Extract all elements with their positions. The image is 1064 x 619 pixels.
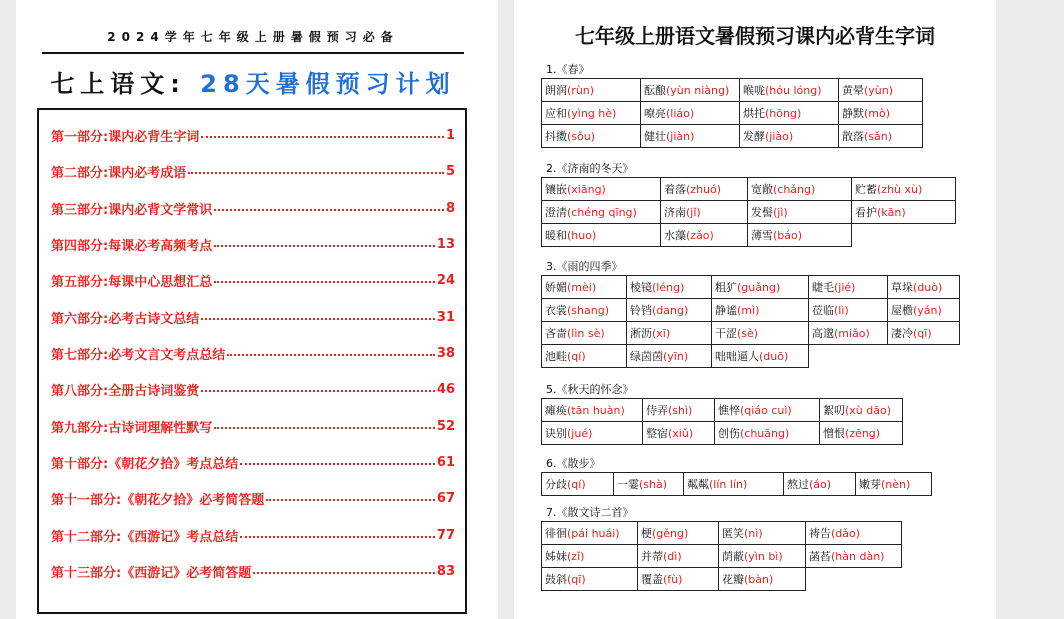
toc-page-number: 52 xyxy=(436,418,455,434)
toc-leader-dots xyxy=(201,136,444,138)
section-label: 7.《散文诗二首》 xyxy=(546,506,634,519)
toc-leader-dots xyxy=(214,427,435,429)
vocab-cell xyxy=(712,322,809,345)
vocab-word: 贮蓄 xyxy=(855,183,877,196)
vocab-pinyin: (shì) xyxy=(668,404,693,417)
vocab-table xyxy=(541,472,932,496)
vocab-word: 凄冷 xyxy=(891,327,913,340)
vocab-word: 睫毛 xyxy=(812,281,834,294)
toc-page-number: 8 xyxy=(445,200,455,216)
vocab-pinyin: (jué) xyxy=(567,427,593,440)
table-row xyxy=(542,178,956,201)
document-header: 2024学年七年级上册暑假预习必备 xyxy=(107,30,399,44)
vocab-pinyin: (jié) xyxy=(834,281,856,294)
vocab-pinyin: (guǎng) xyxy=(737,281,781,294)
vocab-cell xyxy=(719,522,806,545)
vocab-cell xyxy=(820,399,903,422)
vocab-pinyin: (yīn) xyxy=(663,350,689,363)
vocab-word: 池畦 xyxy=(545,350,567,363)
vocab-word: 姊妹 xyxy=(545,550,567,563)
vocab-pinyin: (shà) xyxy=(639,478,668,491)
vocab-word: 着落 xyxy=(664,183,686,196)
vocab-pinyin: (báo) xyxy=(773,229,803,242)
vocab-word: 憔悴 xyxy=(718,404,740,417)
vocab-pinyin: (zǎo) xyxy=(686,229,714,242)
vocab-word: 高邈 xyxy=(812,327,834,340)
page-title xyxy=(42,64,464,99)
vocab-cell xyxy=(809,299,888,322)
toc-entry[interactable] xyxy=(51,270,455,290)
vocab-pinyin: (gěng) xyxy=(652,527,689,540)
vocab-cell xyxy=(839,102,923,125)
vocab-cell xyxy=(684,473,784,496)
vocab-pinyin: (sǒu) xyxy=(567,130,596,143)
vocab-pinyin: (léng) xyxy=(652,281,685,294)
vocab-word: 荫蔽 xyxy=(722,550,744,563)
vocab-cell xyxy=(638,545,719,568)
toc-entry[interactable] xyxy=(51,234,455,254)
vocab-cell xyxy=(888,276,960,299)
vocab-word: 诀别 xyxy=(545,427,567,440)
toc-entry-label: 第十二部分:《西游记》考点总结 xyxy=(51,529,239,545)
section-label: 3.《雨的四季》 xyxy=(546,260,623,273)
vocab-pinyin: (zhuó) xyxy=(686,183,722,196)
vocab-word: 莅临 xyxy=(812,304,834,317)
vocab-cell xyxy=(715,399,820,422)
vocab-cell xyxy=(638,568,719,591)
vocab-pinyin: (zǐ) xyxy=(567,550,585,563)
vocab-cell xyxy=(839,125,923,148)
vocab-pinyin: (bàn) xyxy=(744,573,774,586)
toc-entry-label: 第七部分:必考文言文考点总结 xyxy=(51,347,226,363)
toc-entry-label: 第四部分:每课必考高频考点 xyxy=(51,238,213,254)
vocab-word: 发酵 xyxy=(743,130,765,143)
vocab-pinyin: (qī) xyxy=(567,573,586,586)
vocab-cell xyxy=(740,79,839,102)
toc-entry[interactable] xyxy=(51,416,455,436)
vocab-word: 水藻 xyxy=(664,229,686,242)
toc-leader-dots xyxy=(240,536,435,538)
vocab-pinyin: (huo) xyxy=(567,229,597,242)
vocab-cell xyxy=(542,276,627,299)
toc-page-number: 1 xyxy=(445,127,455,143)
table-row xyxy=(542,276,960,299)
vocab-page-title: 七年级上册语文暑假预习课内必背生字词 xyxy=(575,24,935,48)
vocab-word: 薄雪 xyxy=(751,229,773,242)
section-label: 1.《春》 xyxy=(546,63,590,76)
vocab-word: 瘫痪 xyxy=(545,404,567,417)
vocab-table xyxy=(541,521,902,591)
vocab-cell xyxy=(852,178,956,201)
toc-leader-dots xyxy=(188,172,444,174)
toc-page-number: 61 xyxy=(436,454,455,470)
vocab-cell xyxy=(542,79,641,102)
table-row xyxy=(542,224,956,247)
vocab-cell xyxy=(839,79,923,102)
toc-leader-dots xyxy=(227,354,435,356)
vocab-pinyin: (yìn bì) xyxy=(744,550,783,563)
vocab-pinyin: (zēng) xyxy=(845,427,881,440)
vocab-word: 嘹亮 xyxy=(644,107,666,120)
vocab-pinyin: (jiào) xyxy=(765,130,794,143)
vocab-word: 棱镜 xyxy=(630,281,652,294)
vocab-word: 草垛 xyxy=(891,281,913,294)
vocab-word: 娇媚 xyxy=(545,281,567,294)
toc-leader-dots xyxy=(214,245,435,247)
table-row xyxy=(542,79,923,102)
toc-page-number: 38 xyxy=(436,345,455,361)
vocab-cell xyxy=(542,224,661,247)
vocab-cell xyxy=(542,201,661,224)
vocab-cell xyxy=(641,125,740,148)
toc-leader-dots xyxy=(201,390,435,392)
vocab-cell xyxy=(806,522,902,545)
vocab-word: 匿笑 xyxy=(722,527,744,540)
vocab-word: 看护 xyxy=(855,206,877,219)
vocab-word: 喉咙 xyxy=(743,84,765,97)
vocab-cell xyxy=(542,102,641,125)
toc-page-number: 77 xyxy=(436,527,455,543)
vocab-cell xyxy=(748,178,852,201)
toc-entry-label: 第二部分:课内必考成语 xyxy=(51,165,187,181)
vocab-word: 整宿 xyxy=(646,427,668,440)
vocab-cell xyxy=(542,299,627,322)
vocab-pinyin: (hōng) xyxy=(765,107,802,120)
toc-entry[interactable] xyxy=(51,161,455,181)
vocab-word: 吝啬 xyxy=(545,327,567,340)
vocab-word: 徘徊 xyxy=(545,527,567,540)
toc-entry-label: 第十三部分:《西游记》必考简答题 xyxy=(51,565,252,581)
vocab-cell xyxy=(748,201,852,224)
vocab-pinyin: (jiàn) xyxy=(666,130,695,143)
vocab-cell xyxy=(712,345,809,368)
toc-page-number: 46 xyxy=(436,381,455,397)
vocab-word: 咄咄逼人 xyxy=(715,350,759,363)
toc-page-number: 5 xyxy=(445,163,455,179)
vocab-pinyin: (xī) xyxy=(652,327,671,340)
toc-leader-dots xyxy=(214,209,444,211)
vocab-cell xyxy=(542,322,627,345)
vocab-word: 散落 xyxy=(842,130,864,143)
vocab-cell xyxy=(641,102,740,125)
vocab-word: 鼓斜 xyxy=(545,573,567,586)
vocab-pinyin: (yán) xyxy=(913,304,942,317)
vocab-word: 健壮 xyxy=(644,130,666,143)
table-row xyxy=(542,422,903,445)
vocab-pinyin: (chéng qīng) xyxy=(567,206,637,219)
vocab-pinyin: (lì) xyxy=(834,304,849,317)
vocab-word: 济南 xyxy=(664,206,686,219)
vocab-pinyin: (sè) xyxy=(737,327,759,340)
title-highlight: 28天暑假预习计划 xyxy=(200,70,456,98)
table-row xyxy=(542,545,902,568)
vocab-cell xyxy=(638,522,719,545)
vocab-word: 干涩 xyxy=(715,327,737,340)
toc-page-number: 31 xyxy=(436,309,455,325)
vocab-table xyxy=(541,177,956,247)
toc-entry[interactable] xyxy=(51,379,455,399)
toc-entry[interactable] xyxy=(51,343,455,363)
toc-leader-dots xyxy=(214,281,435,283)
table-row xyxy=(542,125,923,148)
vocab-word: 发髻 xyxy=(751,206,773,219)
vocab-word: 絮叨 xyxy=(823,404,845,417)
toc-page-number: 24 xyxy=(436,272,455,288)
table-row xyxy=(542,102,923,125)
vocab-pinyin: (dang) xyxy=(652,304,689,317)
vocab-pinyin: (nèn) xyxy=(881,478,911,491)
vocab-pinyin: (qí) xyxy=(567,478,586,491)
toc-page-number: 13 xyxy=(436,236,455,252)
vocab-cell xyxy=(712,276,809,299)
vocab-cell xyxy=(806,545,902,568)
vocab-pinyin: (jì) xyxy=(773,206,788,219)
vocab-word: 创伤 xyxy=(718,427,740,440)
toc-entry-label: 第一部分:课内必背生字词 xyxy=(51,129,200,145)
vocab-pinyin: (shang) xyxy=(567,304,609,317)
vocab-word: 烘托 xyxy=(743,107,765,120)
toc-entry[interactable] xyxy=(51,452,455,472)
vocab-table xyxy=(541,78,923,148)
vocab-pinyin: (miǎo) xyxy=(834,327,870,340)
vocab-cell xyxy=(627,276,712,299)
vocab-word: 朗润 xyxy=(545,84,567,97)
vocab-pinyin: (sǎn) xyxy=(864,130,893,143)
vocab-word: 镶嵌 xyxy=(545,183,567,196)
vocab-cell xyxy=(542,568,638,591)
vocab-pinyin: (fù) xyxy=(663,573,683,586)
vocab-cell xyxy=(542,125,641,148)
vocab-pinyin: (duō) xyxy=(759,350,789,363)
vocab-pinyin: (yùn niàng) xyxy=(666,84,730,97)
vocab-pinyin: (jǐ) xyxy=(686,206,701,219)
vocab-cell xyxy=(740,102,839,125)
vocab-word: 静谧 xyxy=(715,304,737,317)
vocab-pinyin: (mì) xyxy=(737,304,760,317)
toc-entry[interactable] xyxy=(51,125,455,145)
vocab-word: 粼粼 xyxy=(687,478,709,491)
section-label: 6.《散步》 xyxy=(546,457,601,470)
vocab-word: 绿茵茵 xyxy=(630,350,663,363)
toc-entry[interactable] xyxy=(51,198,455,218)
vocab-cell xyxy=(643,422,715,445)
vocab-cell xyxy=(661,201,748,224)
vocab-cell xyxy=(748,224,852,247)
vocab-pinyin: (liáo) xyxy=(666,107,695,120)
vocab-cell xyxy=(852,201,956,224)
vocab-word: 侍弄 xyxy=(646,404,668,417)
vocab-cell xyxy=(888,322,960,345)
toc-entry-label: 第十部分:《朝花夕拾》考点总结 xyxy=(51,456,239,472)
left-page xyxy=(16,0,498,619)
vocab-cell xyxy=(661,178,748,201)
vocab-pinyin: (yùn) xyxy=(864,84,894,97)
vocab-pinyin: (lìn sè) xyxy=(567,327,605,340)
toc-leader-dots xyxy=(201,318,435,320)
vocab-pinyin: (chǎng) xyxy=(773,183,816,196)
table-row xyxy=(542,345,960,368)
vocab-word: 憎恨 xyxy=(823,427,845,440)
vocab-word: 铃铛 xyxy=(630,304,652,317)
vocab-cell xyxy=(809,322,888,345)
vocab-word: 抖擞 xyxy=(545,130,567,143)
table-row xyxy=(542,322,960,345)
table-row xyxy=(542,568,902,591)
vocab-word: 静默 xyxy=(842,107,864,120)
vocab-cell xyxy=(820,422,903,445)
vocab-cell xyxy=(661,224,748,247)
vocab-pinyin: (mò) xyxy=(864,107,891,120)
toc-entry-label: 第九部分:古诗词理解性默写 xyxy=(51,420,213,436)
toc-entry[interactable] xyxy=(51,307,455,327)
table-row xyxy=(542,399,903,422)
empty-cell xyxy=(888,345,960,368)
vocab-pinyin: (lín lín) xyxy=(709,478,748,491)
vocab-pinyin: (pái huái) xyxy=(567,527,620,540)
vocab-pinyin: (chuāng) xyxy=(740,427,790,440)
toc-leader-dots xyxy=(253,572,435,574)
vocab-word: 宽敞 xyxy=(751,183,773,196)
vocab-word: 粗犷 xyxy=(715,281,737,294)
vocab-pinyin: (xiāng) xyxy=(567,183,606,196)
vocab-pinyin: (rùn) xyxy=(567,84,595,97)
vocab-cell xyxy=(719,545,806,568)
vocab-pinyin: (xiǔ) xyxy=(668,427,694,440)
vocab-pinyin: (áo) xyxy=(809,478,832,491)
vocab-word: 梗 xyxy=(641,527,652,540)
vocab-cell xyxy=(641,79,740,102)
toc-entry[interactable] xyxy=(51,561,455,581)
empty-cell xyxy=(852,224,956,247)
vocab-pinyin: (xù dāo) xyxy=(845,404,892,417)
right-page xyxy=(514,0,996,619)
table-row xyxy=(542,299,960,322)
vocab-word: 暖和 xyxy=(545,229,567,242)
vocab-cell xyxy=(712,299,809,322)
vocab-table xyxy=(541,275,960,368)
vocab-cell xyxy=(715,422,820,445)
toc-entry[interactable] xyxy=(51,488,455,508)
vocab-pinyin: (zhù xù) xyxy=(877,183,923,196)
vocab-cell xyxy=(643,399,715,422)
table-row xyxy=(542,522,902,545)
section-label: 2.《济南的冬天》 xyxy=(546,162,634,175)
toc-page-number: 67 xyxy=(436,490,455,506)
vocab-cell xyxy=(627,322,712,345)
empty-cell xyxy=(809,345,888,368)
title-prefix: 七上语文: xyxy=(50,70,186,98)
vocab-table xyxy=(541,398,903,445)
toc-leader-dots xyxy=(240,463,435,465)
toc-entry-label: 第八部分:全册古诗词鉴赏 xyxy=(51,383,200,399)
vocab-pinyin: (kān) xyxy=(877,206,906,219)
vocab-cell xyxy=(542,545,638,568)
vocab-pinyin: (qí) xyxy=(567,350,586,363)
vocab-pinyin: (tān huàn) xyxy=(567,404,625,417)
vocab-word: 覆盖 xyxy=(641,573,663,586)
toc-page-number: 83 xyxy=(436,563,455,579)
vocab-word: 澄清 xyxy=(545,206,567,219)
toc-leader-dots xyxy=(266,499,435,501)
vocab-cell xyxy=(809,276,888,299)
toc-entry-label: 第六部分:必考古诗文总结 xyxy=(51,311,200,327)
toc-entry-label: 第五部分:每课中心思想汇总 xyxy=(51,274,213,290)
vocab-word: 花瓣 xyxy=(722,573,744,586)
vocab-pinyin: (dì) xyxy=(663,550,682,563)
vocab-pinyin: (hóu lóng) xyxy=(765,84,822,97)
vocab-cell xyxy=(740,125,839,148)
vocab-cell xyxy=(719,568,806,591)
vocab-word: 衣裳 xyxy=(545,304,567,317)
vocab-word: 淅沥 xyxy=(630,327,652,340)
vocab-cell xyxy=(784,473,856,496)
empty-cell xyxy=(806,568,902,591)
vocab-cell xyxy=(542,399,643,422)
vocab-cell xyxy=(542,178,661,201)
vocab-word: 分歧 xyxy=(545,478,567,491)
vocab-pinyin: (duò) xyxy=(913,281,943,294)
vocab-pinyin: (mèi) xyxy=(567,281,597,294)
vocab-word: 应和 xyxy=(545,107,567,120)
vocab-word: 并蒂 xyxy=(641,550,663,563)
vocab-cell xyxy=(627,299,712,322)
toc-entry-label: 第三部分:课内必背文学常识 xyxy=(51,202,213,218)
vocab-cell xyxy=(542,345,627,368)
table-row xyxy=(542,201,956,224)
section-label: 5.《秋天的怀念》 xyxy=(546,383,634,396)
header-divider xyxy=(42,52,464,54)
vocab-pinyin: (qī) xyxy=(913,327,932,340)
toc-entry-label: 第十一部分:《朝花夕拾》必考简答题 xyxy=(51,492,265,508)
table-row xyxy=(542,473,932,496)
vocab-word: 屋檐 xyxy=(891,304,913,317)
vocab-word: 黄晕 xyxy=(842,84,864,97)
vocab-cell xyxy=(542,473,614,496)
vocab-word: 熬过 xyxy=(787,478,809,491)
vocab-word: 一霎 xyxy=(617,478,639,491)
table-of-contents xyxy=(37,108,467,614)
toc-entry[interactable] xyxy=(51,525,455,545)
vocab-cell xyxy=(542,522,638,545)
vocab-pinyin: (yìng hè) xyxy=(567,107,617,120)
vocab-cell xyxy=(614,473,684,496)
vocab-pinyin: (hàn dàn) xyxy=(831,550,885,563)
vocab-pinyin: (qiáo cuì) xyxy=(740,404,792,417)
vocab-cell xyxy=(627,345,712,368)
vocab-pinyin: (nì) xyxy=(744,527,763,540)
vocab-word: 菡萏 xyxy=(809,550,831,563)
vocab-word: 酝酿 xyxy=(644,84,666,97)
vocab-cell xyxy=(888,299,960,322)
vocab-word: 嫩芽 xyxy=(859,478,881,491)
vocab-word: 祷告 xyxy=(809,527,831,540)
vocab-pinyin: (dǎo) xyxy=(831,527,861,540)
vocab-cell xyxy=(542,422,643,445)
vocab-cell xyxy=(856,473,932,496)
